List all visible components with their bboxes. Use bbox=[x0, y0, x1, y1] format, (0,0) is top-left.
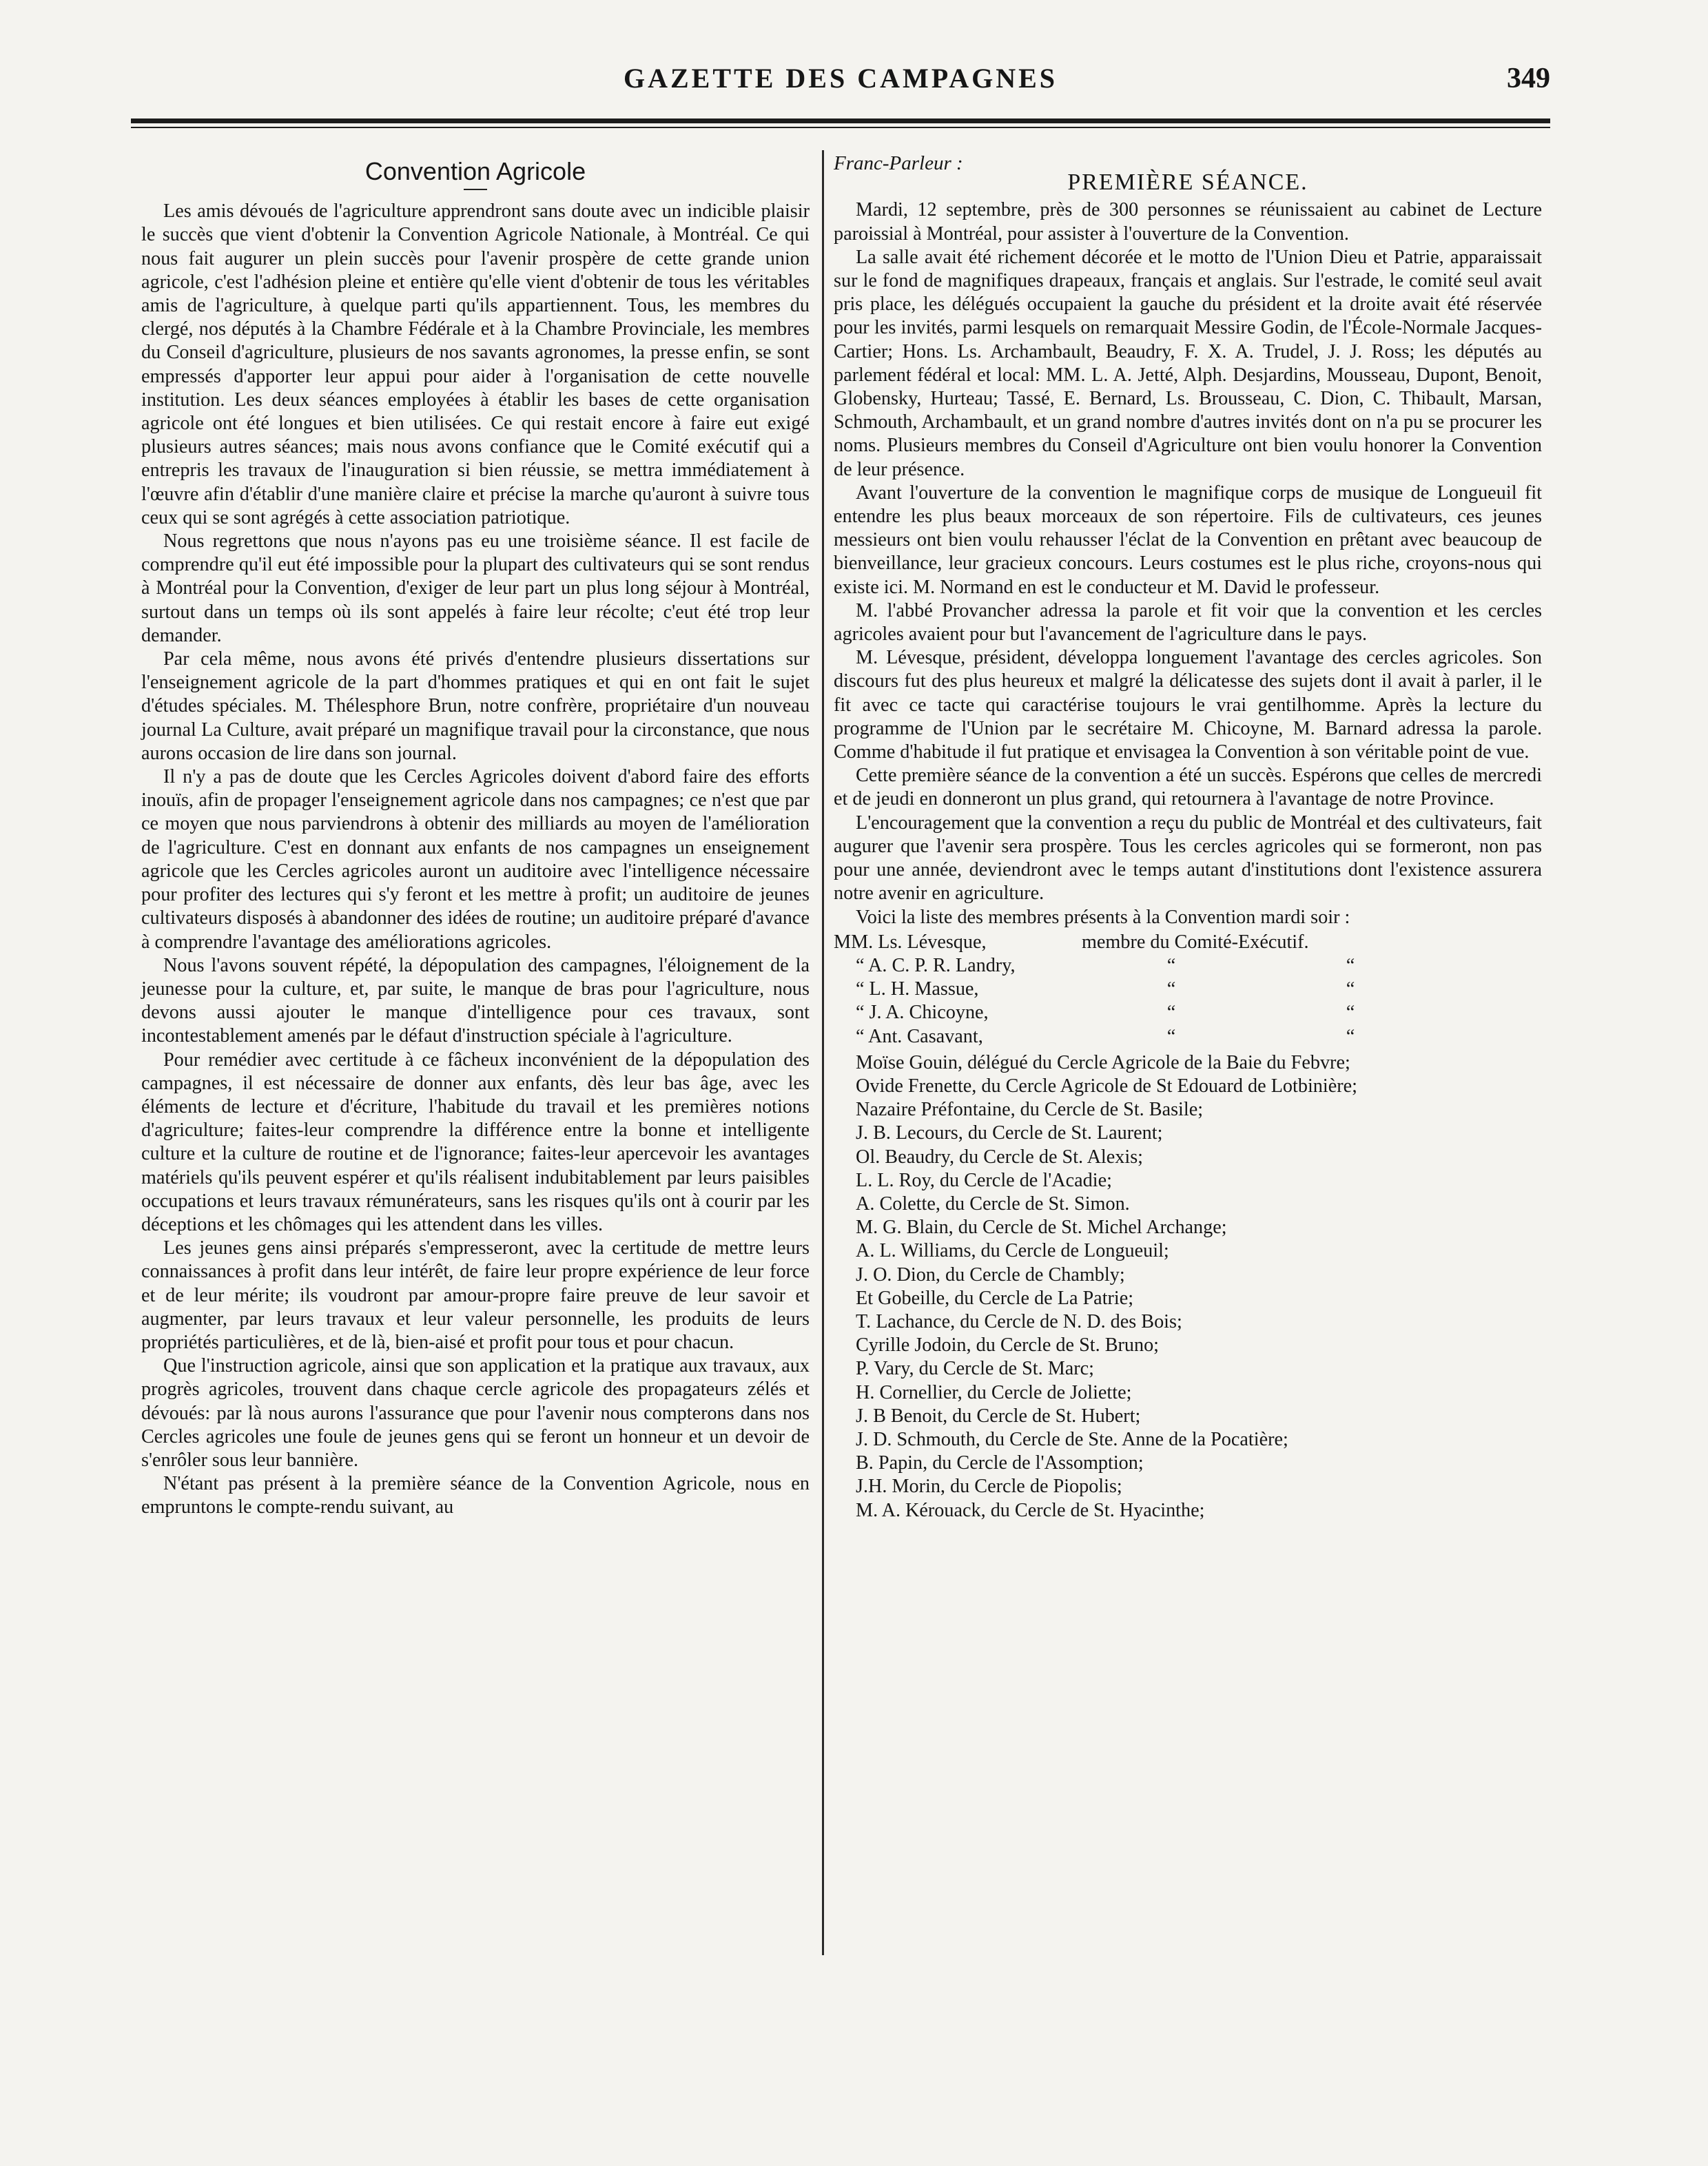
delegate-entry: Nazaire Préfontaine, du Cercle de St. Basile; bbox=[856, 1099, 1204, 1121]
delegate-entry: J. O. Dion, du Cercle de Chambly; bbox=[856, 1264, 1125, 1286]
delegate-entry: A. L. Williams, du Cercle de Longueuil; bbox=[856, 1240, 1169, 1262]
paragraph: Voici la liste des membres présents à la Convention mardi soir : bbox=[856, 906, 1350, 928]
delegate-entry: J. B. Lecours, du Cercle de St. Laurent; bbox=[856, 1122, 1163, 1144]
paragraph: Mardi, 12 septembre, près de 300 personnes se réunissaient au cabinet de Lecture paroissial à Montréal, pour assister à l'ouverture de la Convention. bbox=[834, 199, 1542, 245]
masthead bbox=[131, 62, 1550, 103]
ditto-mark: “ bbox=[1166, 1002, 1176, 1024]
ditto-mark: “ bbox=[1166, 978, 1176, 1000]
paragraph: La salle avait été richement décorée et le motto de l'Union Dieu et Patrie, apparaissait sur le fond de magnifiques drapeaux, français et anglais. Sur l'estrade, le comité seul avait pris place, les délégués occupaient la gauche du président et la droite avait été réservée pour les invités, parmi lesquels on remarquait Messire Godin, de l'École-Normale Jacques-Cartier; Hons. Ls. Archambault, Beaudry, F. X. A. Trudel, J. J. Ross; les députés au parlement fédéral et local: MM. L. A. Jetté, Alph. Desjardins, Mousseau, Dupont, Benoit, Globensky, Hurteau; Tassé, E. Bernard, Ls. Brousseau, C. Dion, C. Thibault, Marsan, Schmouth, Archambault, et un grand nombre d'autres invités dont on n'a pu se procurer les noms. Plusieurs membres du Conseil d'Agriculture ont bien voulu honorer la Convention de leur présence. bbox=[834, 246, 1542, 480]
ditto-mark: “ bbox=[1346, 1025, 1355, 1047]
roster-row bbox=[834, 931, 1542, 954]
delegate-entry: Ovide Frenette, du Cercle Agricole de St Edouard de Lotbinière; bbox=[856, 1075, 1357, 1097]
delegate-entry: M. G. Blain, du Cercle de St. Michel Archange; bbox=[856, 1217, 1227, 1239]
ditto-mark: “ bbox=[1346, 1002, 1355, 1024]
column-divider bbox=[822, 150, 824, 1955]
delegate-entry: J. D. Schmouth, du Cercle de Ste. Anne de la Pocatière; bbox=[856, 1428, 1288, 1450]
paragraph: Les jeunes gens ainsi préparés s'empresseront, avec la certitude de mettre leurs connaissances à profit dans leur intérêt, de faire leur propre expérience de leur force et de leur mérite; ils voudront par amour-propre faire preuve de leur savoir et augmenter, par leurs travaux et leur valeur personnelle, les produits de leurs propriétés particulières, et de là, bien-aisé et profit pour tous et pour chacun. bbox=[141, 1237, 810, 1353]
paragraph: Avant l'ouverture de la convention le magnifique corps de musique de Longueuil fit entendre les plus beaux morceaux de son répertoire. Fils de cultivateurs, ces jeunes messieurs ont bien voulu rehausser l'éclat de la Convention en prêtant avec beaucoup de bienveillance, leur gracieux concours. Leurs costumes est le plus riche, croyons-nous qui existe ici. M. Normand en est le conducteur et M. David le professeur. bbox=[834, 482, 1542, 598]
ditto-mark: “ bbox=[1346, 954, 1355, 976]
paragraph: Pour remédier avec certitude à ce fâcheux inconvénient de la dépopulation des campagnes, il est nécessaire de donner aux enfants, dès leur bas âge, avec les éléments de lecture et d'écriture, l'habitude du travail et les premières notions d'agriculture; faites-leur comprendre la différence entre la bonne et intelligente culture et la culture de routine et de l'ignorance; faites-leur apercevoir les avantages matériels qu'ils peuvent espérer et qu'ils réalisent indubitablement par leurs paisibles occupations et leurs travaux rémunérateurs, sans les risques qu'ils ont à courir par les déceptions et les chômages qui les attendent dans les villes. bbox=[141, 1049, 810, 1235]
delegate-entry: H. Cornellier, du Cercle de Joliette; bbox=[856, 1381, 1132, 1403]
member-name: “ Ant. Casavant, bbox=[856, 1025, 983, 1047]
delegate-entry: J.H. Morin, du Cercle de Piopolis; bbox=[856, 1476, 1122, 1498]
delegate-entry: Cyrille Jodoin, du Cercle de St. Bruno; bbox=[856, 1334, 1159, 1357]
title-rule bbox=[464, 189, 487, 190]
delegate-entry: Et Gobeille, du Cercle de La Patrie; bbox=[856, 1287, 1134, 1309]
header-rule-thin bbox=[131, 127, 1550, 128]
delegate-entry: B. Papin, du Cercle de l'Assomption; bbox=[856, 1452, 1144, 1474]
paragraph: Par cela même, nous avons été privés d'entendre plusieurs dissertations sur l'enseignement agricole de la part d'hommes pratiques et qui en ont fait le sujet d'études spéciales. M. Thélesphore Brun, notre confrère, propriétaire d'un nouveau journal La Culture, avait préparé un magnifique travail pour la circonstance, que nous aurons occasion de lire dans son journal. bbox=[141, 648, 810, 764]
paragraph: Les amis dévoués de l'agriculture apprendront sans doute avec un indicible plaisir le succès que vient d'obtenir la Convention Agricole Nationale, à Montréal. Ce qui nous fait augurer un plein succès pour l'avenir prospère de cette grande union agricole, c'est l'adhésion pleine et entière qu'elle vient d'obtenir de tous les véritables amis de l'agriculture, à quelque parti qu'ils appartiennent. Tous, les membres du clergé, nos députés à la Chambre Fédérale et à la Chambre Provinciale, les membres du Conseil d'agriculture, plusieurs de nos savants agronomes, la presse enfin, se sont empressés d'apporter leur appui pour aider à l'organisation de cette nouvelle institution. Les deux séances employées à établir les bases de cette organisation agricole ont été longues et bien utilisées. Ce qui restait encore à faire eut exigé plusieurs autres séances; mais nous avons confiance que le Comité exécutif qui a entrepris les travaux de l'inauguration si bien réussie, se mettra immédiatement à l'œuvre afin d'établir d'une manière claire et précise la marche qu'auront à suivre tous ceux qui se sont agrégés à cette association patriotique. bbox=[141, 200, 810, 528]
roster-row bbox=[834, 1025, 1542, 1049]
left-column bbox=[141, 152, 810, 1520]
delegate-entry: Moïse Gouin, délégué du Cercle Agricole de la Baie du Febvre; bbox=[856, 1051, 1350, 1073]
ditto-mark: “ bbox=[1166, 954, 1176, 976]
delegate-entry: T. Lachance, du Cercle de N. D. des Bois; bbox=[856, 1310, 1182, 1332]
delegate-entry: L. L. Roy, du Cercle de l'Acadie; bbox=[856, 1169, 1112, 1191]
session-heading: PREMIÈRE SÉANCE. bbox=[1067, 169, 1308, 196]
member-role: membre du Comité-Exécutif. bbox=[1082, 931, 1309, 953]
right-column bbox=[834, 152, 1542, 1523]
delegate-entry: J. B Benoit, du Cercle de St. Hubert; bbox=[856, 1405, 1141, 1427]
delegate-entry: M. A. Kérouack, du Cercle de St. Hyacinthe; bbox=[856, 1499, 1205, 1521]
source-attribution: Franc-Parleur : bbox=[834, 152, 963, 174]
ditto-mark: “ bbox=[1346, 978, 1355, 1000]
delegate-entry: P. Vary, du Cercle de St. Marc; bbox=[856, 1358, 1095, 1380]
article-title: Convention Agricole bbox=[364, 157, 586, 185]
page-number: 349 bbox=[1507, 63, 1550, 94]
paragraph: N'étant pas présent à la première séance de la Convention Agricole, nous en empruntons le compte-rendu suivant, au bbox=[141, 1473, 810, 1518]
executive-roster bbox=[834, 931, 1542, 1049]
paragraph: Nous regrettons que nous n'ayons pas eu une troisième séance. Il est facile de comprendre qu'il eut été impossible pour la plupart des cultivateurs qui se sont rendus à Montréal pour la Convention, d'exiger de leur part un plus long séjour à Montréal, surtout dans un temps où ils sont appelés à faire leur récolte; c'eut été trop leur demander. bbox=[141, 530, 810, 646]
paragraph: M. Lévesque, président, développa longuement l'avantage des cercles agricoles. Son discours fut des plus heureux et malgré la délicatesse des sujets dont il avait à parler, il le fit avec ce tacte qui caractérise toujours le vrai gentilhomme. Après la lecture du programme de l'Union par le secrétaire M. Chicoyne, M. Barnard adressa la parole. Comme d'habitude il fut pratique et envisagea la Convention à son véritable point de vue. bbox=[834, 647, 1542, 763]
roster-row bbox=[834, 978, 1542, 1001]
member-name: “ J. A. Chicoyne, bbox=[856, 1002, 989, 1024]
paragraph: Nous l'avons souvent répété, la dépopulation des campagnes, l'éloignement de la jeunesse pour la culture, et, par suite, le manque de bras pour l'agriculture, nous devons aussi ajouter le manque d'intelligence pour ces travaux, sont incontestablement amenés par le défaut d'instruction spéciale à l'agriculture. bbox=[141, 954, 810, 1047]
member-name: “ A. C. P. R. Landry, bbox=[856, 954, 1016, 976]
paragraph: L'encouragement que la convention a reçu du public de Montréal et des cultivateurs, fait augurer que l'avenir sera prospère. Tous les cercles agricoles qui se formeront, non pas pour une année, deviendront avec le temps autant d'institutions dont l'existence assurera notre avenir en agriculture. bbox=[834, 812, 1542, 905]
delegate-entry: Ol. Beaudry, du Cercle de St. Alexis; bbox=[856, 1146, 1143, 1168]
publication-title: GAZETTE DES CAMPAGNES bbox=[623, 63, 1058, 94]
ditto-mark: “ bbox=[1166, 1025, 1176, 1047]
paragraph: Il n'y a pas de doute que les Cercles Agricoles doivent d'abord faire des efforts inouïs, afin de propager l'enseignement agricole dans nos campagnes; ce n'est que par ce moyen que nous parviendrons à obtenir des milliards au moyen de l'amélioration de l'agriculture. C'est en donnant aux enfants de nos campagnes un enseignement agricole que les Cercles agricoles auront un auditoire avec l'intelligence nécessaire pour profiter des lectures qui s'y feront et les mettre à profit; un auditoire de jeunes cultivateurs disposés à abandonner des idées de routine; un auditoire préparé d'avance à comprendre l'avantage des améliorations agricoles. bbox=[141, 766, 810, 953]
header-rule-thick bbox=[131, 118, 1550, 123]
delegate-list bbox=[834, 1098, 1542, 1523]
paragraph: M. l'abbé Provancher adressa la parole et fit voir que la convention et les cercles agricoles avaient pour but l'avancement de l'agriculture dans le pays. bbox=[834, 599, 1542, 646]
roster-row bbox=[834, 1001, 1542, 1024]
roster-row bbox=[834, 954, 1542, 978]
paragraph: Que l'instruction agricole, ainsi que son application et la pratique aux travaux, aux progrès agricoles, trouvent dans chaque cercle agricole des propagateurs zélés et dévoués: par là nous aurons l'assurance que pour l'avenir nous compterons dans nos Cercles agricoles une foule de jeunes gens qui se feront un honneur et un devoir de s'enrôler sous leur bannière. bbox=[141, 1355, 810, 1471]
member-name: “ L. H. Massue, bbox=[856, 978, 979, 1000]
delegate-entry: A. Colette, du Cercle de St. Simon. bbox=[856, 1193, 1130, 1215]
member-name: MM. Ls. Lévesque, bbox=[834, 931, 987, 953]
paragraph: Cette première séance de la convention a été un succès. Espérons que celles de mercredi et de jeudi en donneront un plus grand, qui retournera à l'avantage de notre Province. bbox=[834, 765, 1542, 810]
